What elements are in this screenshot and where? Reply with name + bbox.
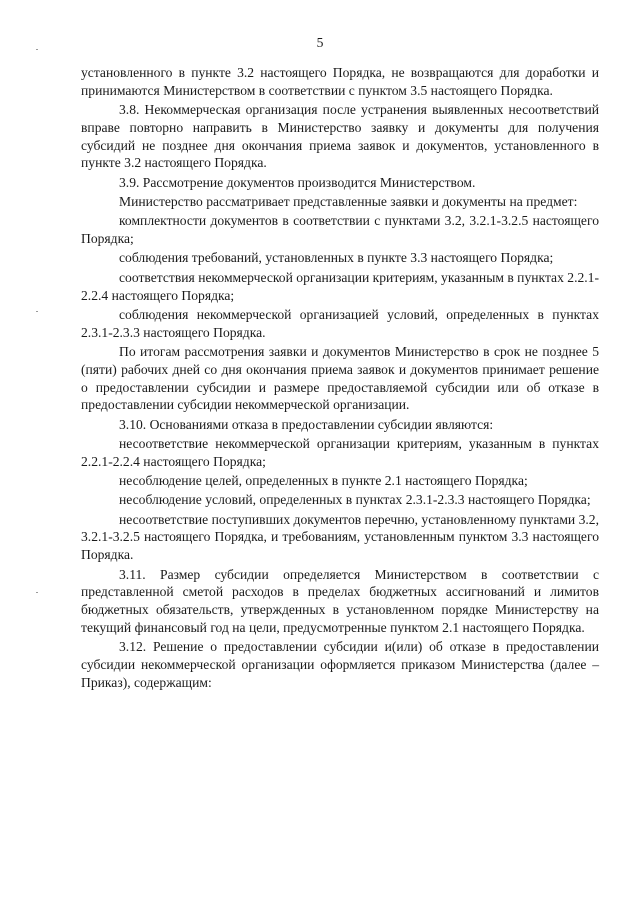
paragraph-3-10: 3.10. Основаниями отказа в предоставлении субсидии являются: [119,416,494,432]
paragraph-review-subject: Министерство рассматривает представленные заявки и документы на предмет: [119,194,578,210]
list-item: несоблюдение целей, определенных в пункте 2.1 настоящего Порядка; [119,473,528,489]
paragraph-3-9: 3.9. Рассмотрение документов производится Министерством. [119,174,476,190]
list-item: соответствия некоммерческой организации критериям, указанным в пунктах 2.2.1-2.2.4 настоящего Порядка; [81,269,599,303]
paragraph-review-result: По итогам рассмотрения заявки и документов Министерство в срок не позднее 5 (пяти) рабочих дней со дня окончания приема заявок и документов принимает решение о предоставлении субсидии и размере предоставляемой субсидии или об отказе в предоставлении субсидии некоммерческой организации. [81,343,599,413]
paragraph-3-12: 3.12. Решение о предоставлении субсидии и(или) об отказе в предоставлении субсидии некоммерческой организации оформляется приказом Министерства (далее – Приказ), содержащим: [81,639,599,690]
list-item: несоответствие некоммерческой организации критериям, указанным в пунктах 2.2.1-2.2.4 настоящего Порядка; [81,435,599,469]
paragraph-3-11: 3.11. Размер субсидии определяется Министерством в соответствии с представленной сметой расходов в пределах бюджетных ассигнований и лимитов бюджетных обязательств, утвержденных в установленном порядке Министерству на текущий финансовый год на цели, предусмотренные пунктом 2.1 настоящего Порядка. [81,566,599,635]
paragraph-continuation: установленного в пункте 3.2 настоящего Порядка, не возвращаются для доработки и принимаются Министерством в соответствии с пунктом 3.5 настоящего Порядка. [81,65,599,98]
list-item: несоответствие поступивших документов перечню, установленному пунктами 3.2, 3.2.1-3.2.5 настоящего Порядка, и требованиям, установленным пунктом 3.3 настоящего Порядка. [81,511,599,563]
list-item: несоблюдение условий, определенных в пунктах 2.3.1-2.3.3 настоящего Порядка; [119,492,591,508]
scan-margin-mark [36,592,38,593]
list-item: соблюдения некоммерческой организацией условий, определенных в пунктах 2.3.1-2.3.3 настоящего Порядка. [81,306,599,340]
scan-margin-mark [36,311,38,312]
page-number: 5 [316,35,324,50]
list-item: соблюдения требований, установленных в пункте 3.3 настоящего Порядка; [119,250,554,266]
document-body [81,64,599,693]
paragraph-3-8: 3.8. Некоммерческая организация после устранения выявленных несоответствий вправе повторно направить в Министерство заявку и документы для получения субсидий не позднее дня окончания приема заявок и документов, установленного в пункте 3.2 настоящего Порядка. [81,102,599,171]
list-item: комплектности документов в соответствии с пунктами 3.2, 3.2.1-3.2.5 настоящего Порядка; [81,213,599,247]
